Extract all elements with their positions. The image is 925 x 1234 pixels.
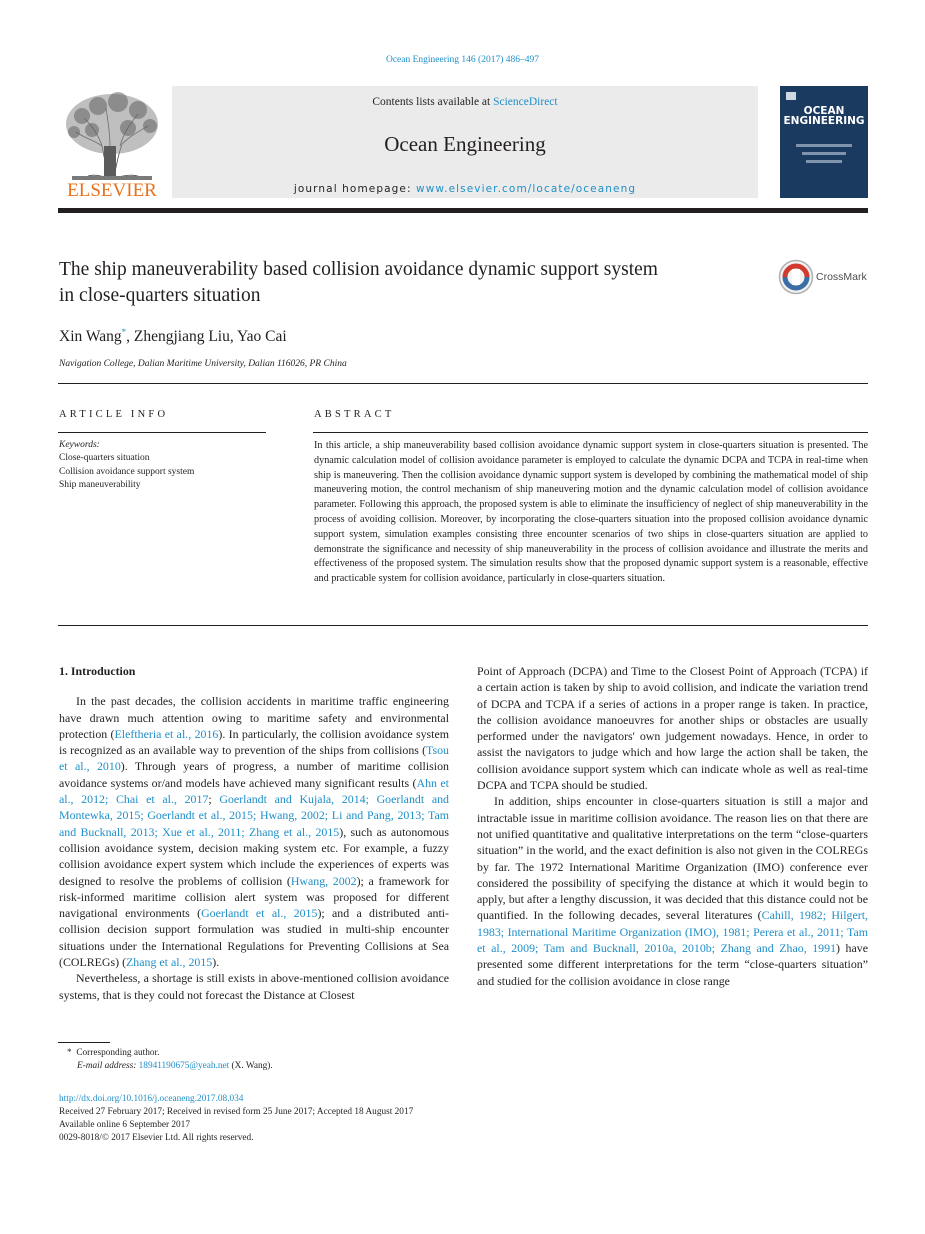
corresponding-author-note [59,1047,759,1060]
footnote-marker: * [67,1048,72,1058]
crossmark-badge[interactable] [778,259,870,297]
citation-link[interactable]: Zhang et al., 2015 [126,955,213,970]
journal-header [58,86,868,200]
section-heading-introduction: 1. Introduction [59,664,136,678]
cover-line-icon [796,144,852,147]
cover-line-icon [806,160,842,163]
contents-prefix: Contents lists available at [372,96,494,108]
article-info-divider [58,432,266,433]
paragraph-text: In addition, ships encounter in close-quarters situation is still a major and intractable issue in maritime collision avoidance. The reason lies on that there are not unified quantitative and qualitative interpretations on the term “close-quarters situation” in the world, and the exact definition is also not given in the COLREGs by far. The 1972 International Maritime Organization (IMO) conference ever considered the possibility of specifying the distance at which it would begin to apply, but after a lengthy discussion, it was decided that this distance could not be quantified. In the following decades, several literatures ( [477,794,868,923]
journal-cover-image[interactable] [780,86,868,198]
abstract-text: In this article, a ship maneuverability based collision avoidance dynamic support system in close-quarters situation is presented. The dynamic calculation model of collision avoidance parameter is employed to calculate the dynamic DCPA and TCPA in real-time when ship is maneuvering. Then the collision avoidance dynamic support system is developed by combining the mathematical model of ship maneuvering motion, the control mechanism of ship maneuvering motion and the dynamic calculation model of collision avoidance parameter. Following this approach, the proposed system is able to eliminate the insufficiency of neglect of ship maneuverability in the process of avoiding collision. Moreover, by incorporating the close-quarters situation into the proposed collision avoidance dynamic support system, simulation examples consisting three encounter scenarios of two ships in close-quarters situation are applied to demonstrate the significance and necessity of ship maneuverability in the process of collision avoidance and illustrate the merits and effectiveness of the proposed system. The simulation results show that the proposed dynamic support system is a reasonable, effective and practicable system for collision avoidance, particularly in close-quarters situation. [314,440,868,585]
citation-link[interactable]: Eleftheria et al., 2016 [114,726,219,741]
cover-badge-icon [786,92,796,100]
intro-paragraph [477,793,868,989]
paragraph-text: ), such as autonomous collision avoidance system, decision making system etc. For example, a fuzzy collision avoidance expert system which include the experiences of experts was designed to resolve the problems of collision ( [59,824,449,888]
author-list [59,327,287,346]
header-divider [58,208,868,213]
article-title [59,257,771,309]
citation-link[interactable]: Tsou et al., 2010 [59,743,449,774]
email-label: E-mail address: [77,1061,139,1071]
contents-available-line [172,96,758,108]
homepage-link[interactable]: www.elsevier.com/locate/oceaneng [416,183,637,195]
email-note [59,1060,759,1073]
journal-name: Ocean Engineering [384,132,546,156]
paragraph-text: ); and a distributed anti-collision decision support formulation was studied in multi-ship encounter situations under the International Regulations for Preventing Collisions at Sea (COLREGs) ( [59,906,450,970]
copyright-notice: 0029-8018/© 2017 Elsevier Ltd. All rights reserved. [59,1133,254,1143]
keywords-label: Keywords: [59,440,100,450]
article-metadata [59,1093,759,1145]
other-authors: , Zhengjiang Liu, Yao Cai [126,328,287,346]
footnote-text: Corresponding author. [76,1048,160,1058]
section-divider [58,625,868,626]
intro-paragraph [59,693,449,970]
cover-brand-line2: ENGINEERING [783,115,865,127]
cover-brand-line1: OCEAN [803,105,845,117]
doi-link[interactable]: http://dx.doi.org/10.1016/j.oceaneng.2017.08.034 [59,1094,244,1104]
author-name: Xin Wang [59,328,122,346]
elsevier-tree-icon [58,86,166,200]
cover-line-icon [802,152,846,155]
citation-link[interactable]: Hwang, 2002 [290,873,357,888]
email-suffix: (X. Wang). [229,1061,273,1071]
abstract-heading: ABSTRACT [314,409,395,420]
paragraph-text: ; [208,792,220,807]
journal-citation-link[interactable]: Ocean Engineering 146 (2017) 486–497 [385,55,540,65]
sciencedirect-link[interactable]: ScienceDirect [493,96,558,108]
paragraph-text: ). [212,955,220,970]
corresponding-author-marker[interactable]: * [121,327,127,337]
available-online: Available online 6 September 2017 [59,1120,190,1130]
article-title-line2: in close-quarters situation [59,285,261,306]
keywords-block [59,439,264,493]
crossmark-icon [778,259,814,295]
paragraph-text: ). In particularly, the collision avoidance system is recognized as an available way to prevention of the ships from collisions ( [59,726,450,758]
crossmark-label: CrossMark [816,271,867,283]
article-history: Received 27 February 2017; Received in revised form 25 June 2017; Accepted 18 August 2017 [59,1107,414,1117]
body-column-right [477,663,868,989]
footnotes [59,1047,759,1073]
elsevier-wordmark: ELSEVIER [67,180,157,200]
citation-link[interactable]: Ahn et al., 2012; Chai et al., 2017 [59,775,449,807]
cover-brand [780,106,868,126]
author-affiliation: Navigation College, Dalian Maritime University, Dalian 116026, PR China [59,359,347,369]
article-title-line1: The ship maneuverability based collision avoidance dynamic support system [59,259,658,280]
journal-homepage-line [172,183,758,195]
section-divider [58,383,868,384]
citation-link[interactable]: Goerlandt et al., 2015 [201,906,318,921]
homepage-prefix: journal homepage: [293,183,417,195]
paragraph-text: ); a framework for risk-informed maritime collision alert system was proposed for different navigational environments ( [59,873,449,921]
article-info-heading: ARTICLE INFO [59,409,169,420]
citation-link[interactable]: Goerlandt and Kujala, 2014; Goerlandt and Montewka, 2015; Goerlandt et al., 2015; Hwang, 2002; Li and Pang, 2013; Tam and Bucknall, 2013; Xue et al., 2011; Zhang et al., 2015 [59,792,449,839]
email-link[interactable]: 18941190675@yeah.net [138,1061,230,1071]
paragraph-text: ). Through years of progress, a number of maritime collision avoidance systems or/and models have achieved many significant results ( [59,759,449,790]
intro-paragraph: Nevertheless, a shortage is still exists in above-mentioned collision avoidance systems, that is they could not forecast the Distance at Closest [59,971,449,1002]
intro-paragraph-continued: Point of Approach (DCPA) and Time to the Closest Point of Approach (TCPA) if a certain action is taken by ship to avoid collision, and indicate the variation trend of DCPA and TCPA if a series of actions in a proper range is taken. In practice, the collision avoidance manoeuvres for another ships or obstacles are usually performed under the navigators' own judgement nowadays. Hence, in order to assist the navigators to judge which and how large the action shall be taken, the collision avoidance support system which can indicate whole as well as real-time DCPA and TCPA should be studied. [477,664,868,793]
paragraph-text: ) have presented some different interpretations for the term “close-quarters situation” and studied for the collision avoidance in close range [477,941,868,988]
keyword-item: Close-quarters situation [59,453,150,464]
abstract-divider [313,432,868,433]
paragraph-text: In the past decades, the collision accidents in maritime traffic engineering have drawn much attention owing to maritime safety and environmental protection ( [59,694,449,741]
elsevier-logo [58,86,166,200]
citation-link[interactable]: Cahill, 1982; Hilgert, 1983; International Maritime Organization (IMO), 1981; Perera et al., 2011; Tam et al., 2009; Tam and Bucknall, 2010a, 2010b; Zhang and Zhao, 1991 [477,908,868,956]
keyword-item: Collision avoidance support system [59,466,195,477]
keyword-item: Ship maneuverability [59,480,141,491]
body-column-left [59,663,449,1003]
footnote-divider [58,1042,110,1043]
journal-banner [172,86,758,198]
